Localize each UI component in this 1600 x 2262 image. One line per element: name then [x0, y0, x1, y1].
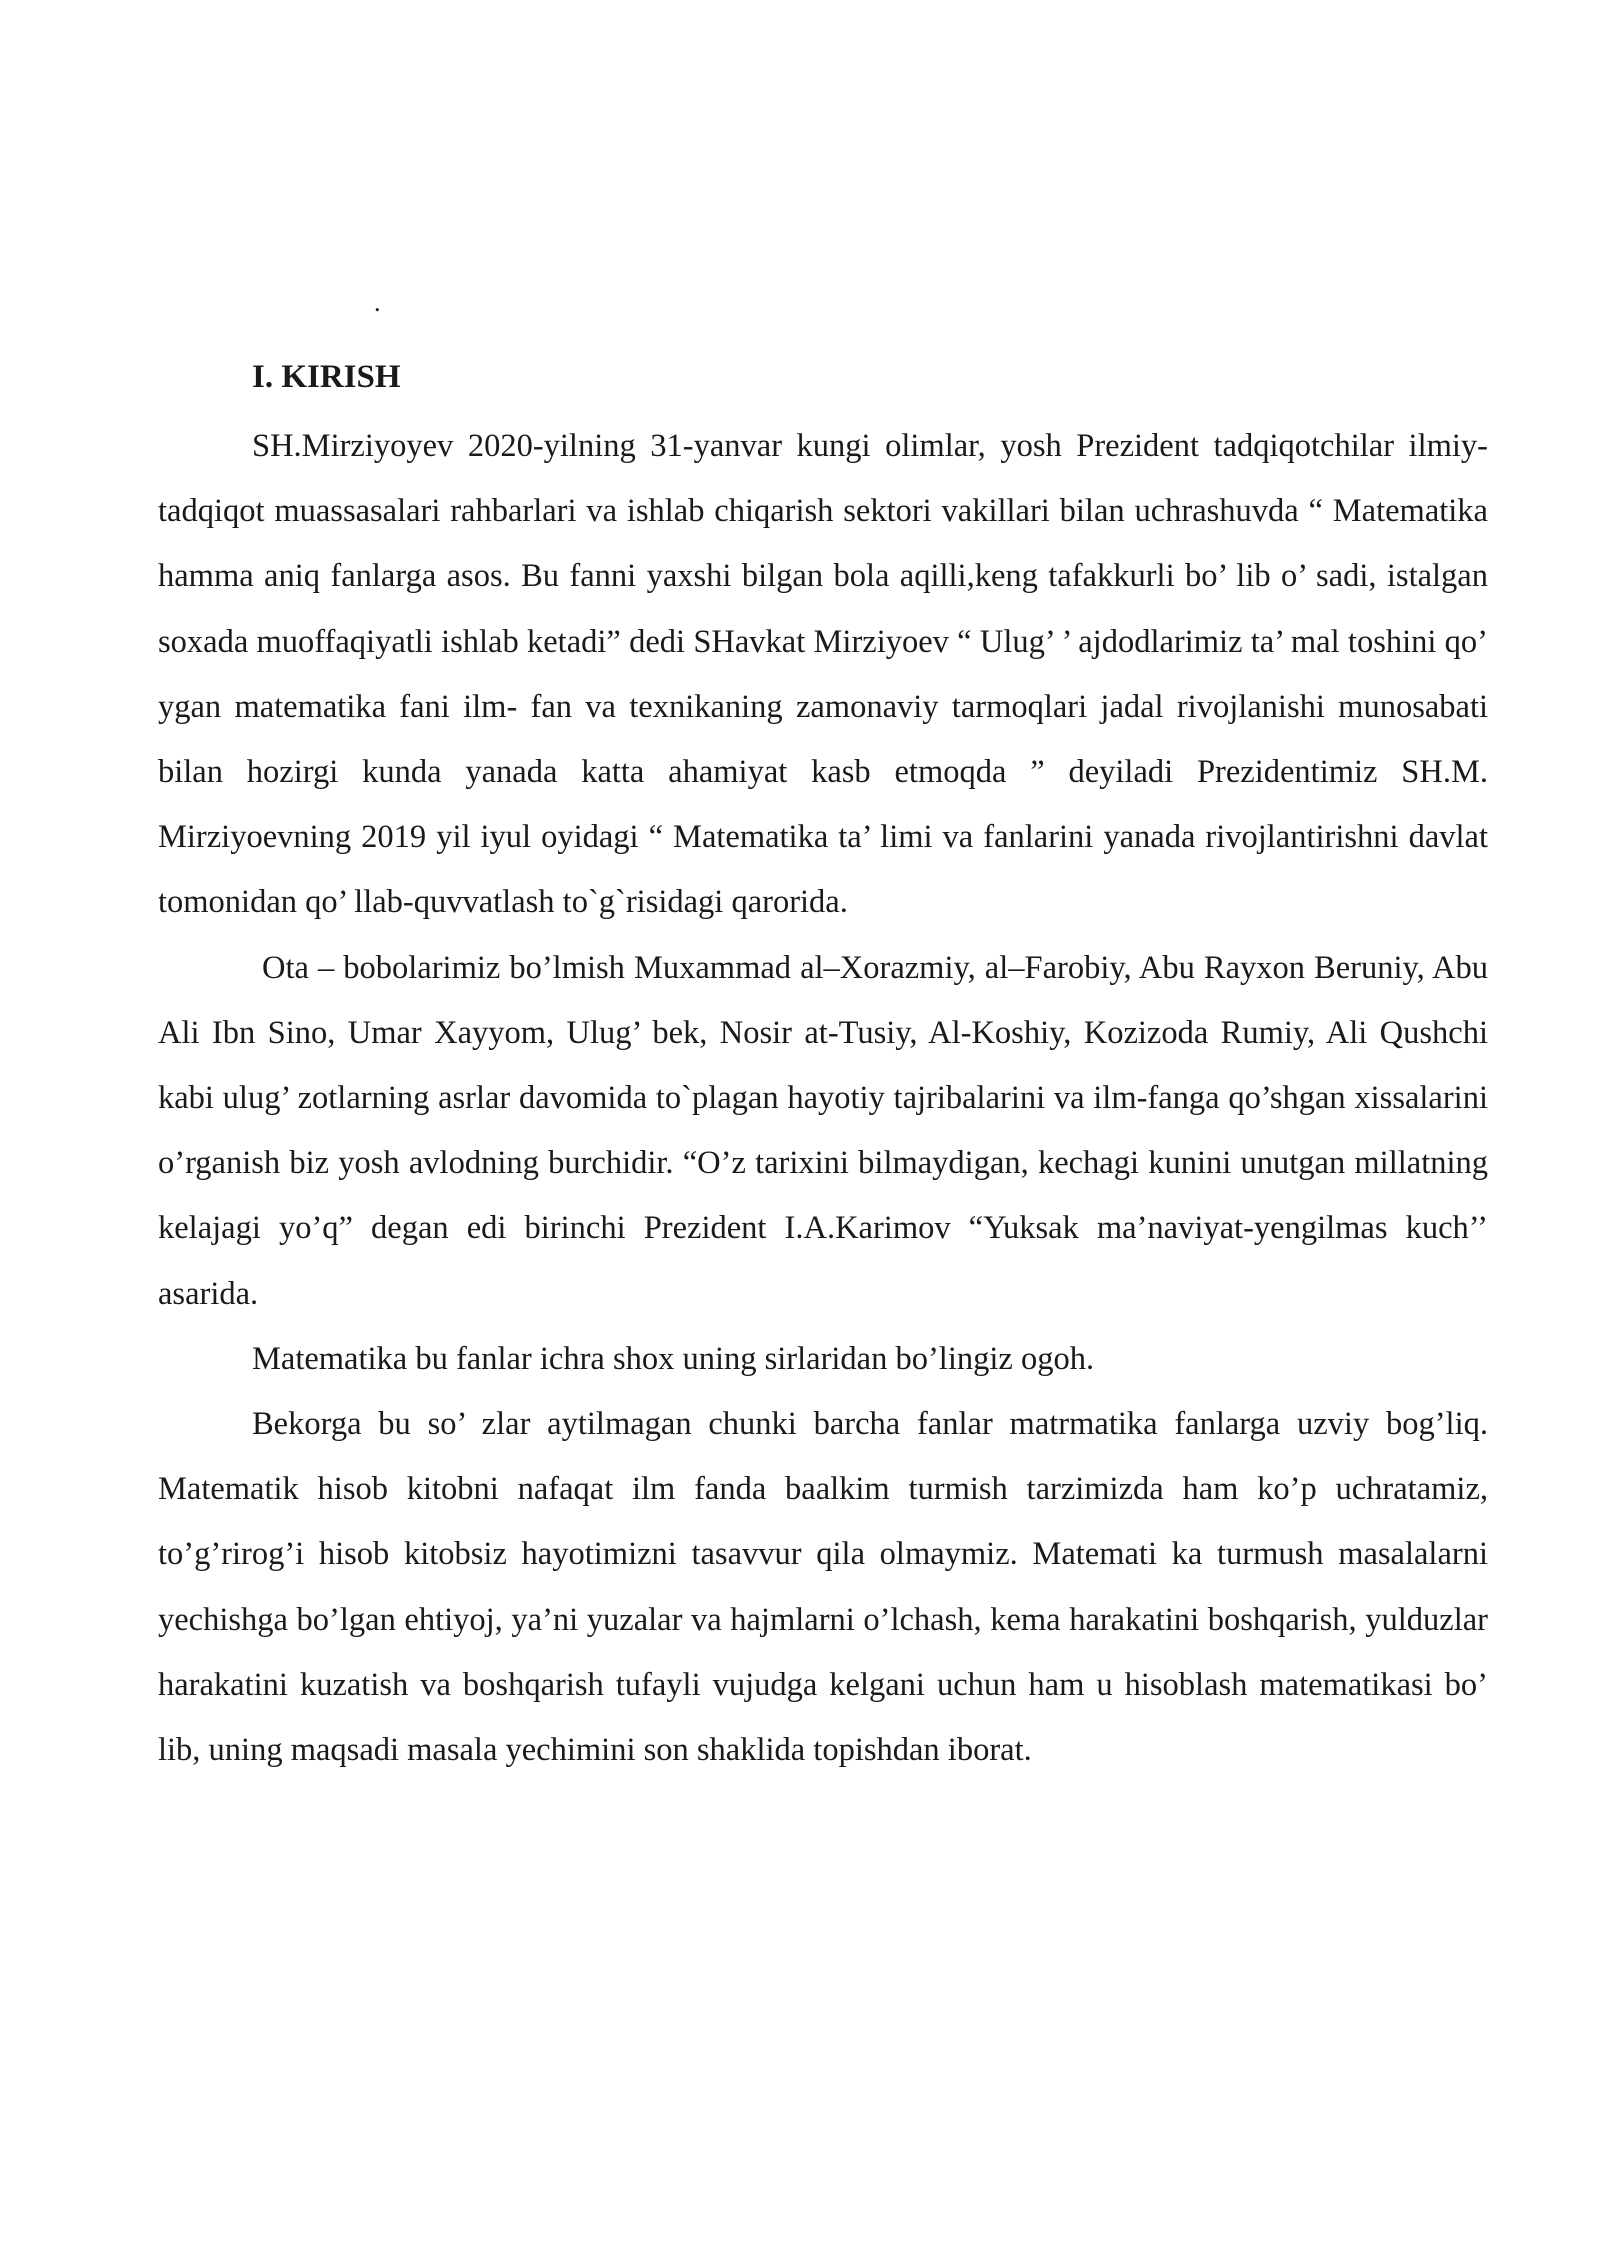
- paragraph-3: Matematika bu fanlar ichra shox uning sirlaridan bo’lingiz ogoh.: [252, 1340, 1095, 1377]
- body-text: [158, 414, 1488, 1783]
- paragraph-1: SH.Mirziyoyev 2020-yilning 31-yanvar kungi olimlar, yosh Prezident tadqiqotchilar ilmiy-tadqiqot muassasalari rahbarlari va ishlab chiqarish sektori vakillari bilan uchrashuvda “ Matematika hamma aniq fanlarga asos. Bu fanni yaxshi bilgan bola aqilli,keng tafakkurli bo’ lib o’ sadi, istalgan soxada muoffaqiyatli ishlab ketadi” dedi SHavkat Mirziyoev “ Ulug’ ’ ajdodlarimiz ta’ mal toshini qo’ ygan matematika fani ilm- fan va texnikaning zamonaviy tarmoqlari jadal rivojlanishi munosabati bilan hozirgi kunda yanada katta ahamiyat kasb etmoqda ” deyiladi Prezidentimiz SH.M. Mirziyoevning 2019 yil iyul oyidagi “ Matematika ta’ limi va fanlarini yanada rivojlantirishni davlat tomonidan qo’ llab-quvvatlash to`g`risidagi qarorida.: [158, 428, 1488, 921]
- page-marker: .: [374, 288, 381, 317]
- section-heading: I. KIRISH: [252, 359, 401, 395]
- paragraph-4: Bekorga bu so’ zlar aytilmagan chunki barcha fanlar matrmatika fanlarga uzviy bog’liq. Matematik hisob kitobni nafaqat ilm fanda baalkim turmish tarzimizda ham ko’p uchratamiz, to’g’rirog’i hisob kitobsiz hayotimizni tasavvur qila olmaymiz. Matemati ka turmush masalalarni yechishga bo’lgan ehtiyoj, ya’ni yuzalar va hajmlarni o’lchash, kema harakatini boshqarish, yulduzlar harakatini kuzatish va boshqarish tufayli vujudga kelgani uchun ham u hisoblash matematikasi bo’ lib, uning maqsadi masala yechimini son shaklida topishdan iborat.: [158, 1406, 1488, 1769]
- paragraph-2: Ota – bobolarimiz bo’lmish Muxammad al–Xorazmiy, al–Farobiy, Abu Rayxon Beruniy, Abu Ali Ibn Sino, Umar Xayyom, Ulug’ bek, Nosir at-Tusiy, Al-Koshiy, Kozizoda Rumiy, Ali Qushchi kabi ulug’ zotlarning asrlar davomida to`plagan hayotiy tajribalarini va ilm-fanga qo’shgan xissalarini o’rganish biz yosh avlodning burchidir. “O’z tarixini bilmaydigan, kechagi kunini unutgan millatning kelajagi yo’q” degan edi birinchi Prezident I.A.Karimov “Yuksak ma’naviyat-yengilmas kuch’’ asarida.: [158, 949, 1488, 1312]
